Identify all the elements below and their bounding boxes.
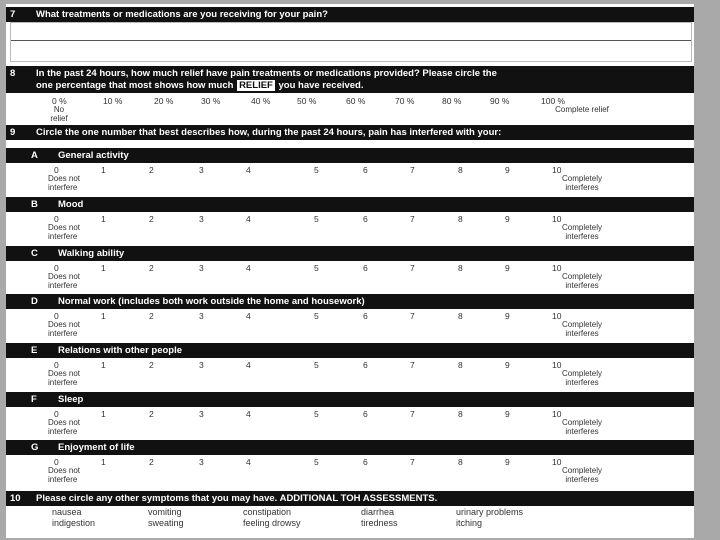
relief-option[interactable]: 90 % [490, 96, 510, 106]
scale-option[interactable]: 6 [363, 165, 368, 175]
item-letter: C [31, 248, 38, 259]
scale-option[interactable]: 4 [246, 457, 251, 467]
scale-option[interactable]: 2 [149, 214, 154, 224]
scale-option[interactable]: 3 [199, 457, 204, 467]
interference-item-header [6, 343, 694, 358]
symptom-option[interactable]: tiredness [361, 518, 398, 528]
does-not-interfere-anchor: Does not interfere [48, 272, 81, 290]
answer-line [11, 40, 691, 41]
question-9-number: 9 [10, 127, 16, 138]
scale-option[interactable]: 5 [314, 214, 319, 224]
item-label: Sleep [58, 394, 84, 405]
does-not-interfere-anchor: Does not interfere [48, 466, 81, 484]
scale-option[interactable]: 4 [246, 165, 251, 175]
relief-option[interactable]: 40 % [251, 96, 271, 106]
interference-scale-row [6, 409, 694, 441]
item-label: Walking ability [58, 248, 125, 259]
interference-item-header [6, 440, 694, 455]
question-7-header [6, 7, 694, 22]
scale-option[interactable]: 3 [199, 214, 204, 224]
symptom-option[interactable]: constipation [243, 507, 292, 517]
relief-option[interactable]: 20 % [154, 96, 174, 106]
question-10-text: Please circle any other symptoms that you may have. ADDITIONAL TOH ASSESSMENTS. [36, 493, 438, 504]
scale-option[interactable]: 7 [410, 360, 415, 370]
scale-option[interactable]: 0 [54, 409, 59, 419]
scale-option[interactable]: 9 [505, 457, 510, 467]
scale-option[interactable]: 9 [505, 165, 510, 175]
scale-option[interactable]: 9 [505, 311, 510, 321]
symptom-option[interactable]: vomiting [148, 507, 182, 517]
completely-interferes-anchor: Completely interferes [561, 418, 602, 436]
scale-option[interactable]: 8 [458, 165, 463, 175]
relief-percentage-row [6, 94, 694, 123]
interference-scale-row [6, 214, 694, 246]
relief-option[interactable]: 10 % [103, 96, 123, 106]
relief-option[interactable]: 30 % [201, 96, 221, 106]
symptom-option[interactable]: itching [456, 518, 483, 528]
scale-option[interactable]: 1 [101, 457, 106, 467]
scale-option[interactable]: 5 [314, 457, 319, 467]
scale-option[interactable]: 7 [410, 165, 415, 175]
scale-option[interactable]: 8 [458, 214, 463, 224]
scale-option[interactable]: 3 [199, 263, 204, 273]
scale-option[interactable]: 0 [54, 311, 59, 321]
item-letter: E [31, 345, 38, 356]
question-8-text-line2 [36, 80, 364, 92]
relief-highlight: RELIEF [239, 80, 273, 91]
scale-option[interactable]: 10 [552, 214, 562, 224]
treatments-answer-field[interactable] [10, 22, 692, 62]
scale-option[interactable]: 0 [54, 214, 59, 224]
scale-option[interactable]: 3 [199, 409, 204, 419]
does-not-interfere-anchor: Does not interfere [48, 320, 81, 338]
item-letter: A [31, 150, 38, 161]
scale-option[interactable]: 10 [552, 360, 562, 370]
question-7-text: What treatments or medications are you receiving for your pain? [36, 9, 328, 20]
question-9-header [6, 125, 694, 140]
scale-option[interactable]: 8 [458, 360, 463, 370]
symptom-option[interactable]: feeling drowsy [243, 518, 301, 528]
scale-option[interactable]: 2 [149, 457, 154, 467]
interference-item-header [6, 148, 694, 163]
scale-option[interactable]: 8 [458, 409, 463, 419]
interference-item-header [6, 246, 694, 261]
question-10-header [6, 491, 694, 506]
scale-option[interactable]: 0 [54, 165, 59, 175]
question-7-number: 7 [10, 9, 16, 20]
does-not-interfere-anchor: Does not interfere [48, 174, 81, 192]
scale-option[interactable]: 8 [458, 263, 463, 273]
question-8-text-after: you have received. [278, 80, 364, 91]
scale-option[interactable]: 9 [505, 409, 510, 419]
question-8-text-before: one percentage that most shows how much [36, 80, 234, 91]
interference-scale-row [6, 457, 694, 489]
scale-option[interactable]: 9 [505, 360, 510, 370]
relief-option[interactable]: 80 % [442, 96, 462, 106]
question-8-number: 8 [10, 68, 16, 79]
scale-option[interactable]: 3 [199, 311, 204, 321]
scale-option[interactable]: 4 [246, 409, 251, 419]
interference-scale-row [6, 263, 694, 295]
scale-option[interactable]: 0 [54, 360, 59, 370]
question-8-header [6, 66, 694, 93]
scale-option[interactable]: 2 [149, 165, 154, 175]
scale-option[interactable]: 10 [552, 409, 562, 419]
scale-option[interactable]: 5 [314, 165, 319, 175]
question-8-text-line1: In the past 24 hours, how much relief have pain treatments or medications provided? Please circle the [36, 68, 497, 79]
symptom-option[interactable]: indigestion [52, 518, 96, 528]
question-10-number: 10 [10, 493, 21, 504]
completely-interferes-anchor: Completely interferes [561, 272, 602, 290]
scale-option[interactable]: 6 [363, 263, 368, 273]
interference-scale-row [6, 311, 694, 343]
scale-option[interactable]: 8 [458, 457, 463, 467]
scale-option[interactable]: 2 [149, 360, 154, 370]
item-letter: D [31, 296, 38, 307]
scale-option[interactable]: 4 [246, 311, 251, 321]
interference-item-header [6, 392, 694, 407]
scale-option[interactable]: 6 [363, 409, 368, 419]
scale-option[interactable]: 7 [410, 409, 415, 419]
interference-scale-row [6, 360, 694, 392]
completely-interferes-anchor: Completely interferes [561, 223, 602, 241]
scale-option[interactable]: 4 [246, 263, 251, 273]
scale-option[interactable]: 2 [149, 263, 154, 273]
completely-interferes-anchor: Completely interferes [561, 174, 602, 192]
scale-option[interactable]: 9 [505, 214, 510, 224]
does-not-interfere-anchor: Does not interfere [48, 369, 81, 387]
item-letter: B [31, 199, 38, 210]
symptom-option[interactable]: sweating [148, 518, 184, 528]
does-not-interfere-anchor: Does not interfere [48, 418, 81, 436]
scale-option[interactable]: 5 [314, 409, 319, 419]
scale-option[interactable]: 5 [314, 360, 319, 370]
scale-option[interactable]: 1 [101, 263, 106, 273]
item-label: Relations with other people [58, 345, 183, 356]
scale-option[interactable]: 10 [552, 457, 562, 467]
scale-option[interactable]: 7 [410, 311, 415, 321]
scale-option[interactable]: 0 [54, 457, 59, 467]
symptom-option[interactable]: nausea [52, 507, 82, 517]
interference-scale-row [6, 165, 694, 197]
scale-option[interactable]: 6 [363, 214, 368, 224]
scale-option[interactable]: 3 [199, 165, 204, 175]
item-letter: G [31, 442, 39, 453]
does-not-interfere-anchor: Does not interfere [48, 223, 81, 241]
relief-option[interactable]: 70 % [395, 96, 415, 106]
item-letter: F [31, 394, 37, 405]
completely-interferes-anchor: Completely interferes [561, 466, 602, 484]
scale-option[interactable]: 5 [314, 311, 319, 321]
relief-option[interactable]: 0 % [52, 96, 67, 106]
scale-option[interactable]: 6 [363, 360, 368, 370]
relief-option[interactable]: 50 % [297, 96, 317, 106]
relief-option[interactable]: 100 % [541, 96, 566, 106]
no-relief-anchor: No relief [50, 105, 68, 123]
item-label: Normal work (includes both work outside the home and housework) [58, 296, 365, 307]
item-label: Mood [58, 199, 84, 210]
scale-option[interactable]: 6 [363, 311, 368, 321]
scale-option[interactable]: 4 [246, 214, 251, 224]
pain-inventory-page [6, 4, 694, 538]
scale-option[interactable]: 1 [101, 360, 106, 370]
scale-option[interactable]: 7 [410, 214, 415, 224]
scale-option[interactable]: 1 [101, 409, 106, 419]
scale-option[interactable]: 7 [410, 263, 415, 273]
scale-option[interactable]: 8 [458, 311, 463, 321]
symptom-option[interactable]: diarrhea [361, 507, 395, 517]
completely-interferes-anchor: Completely interferes [561, 320, 602, 338]
scale-option[interactable]: 10 [552, 165, 562, 175]
scale-option[interactable]: 3 [199, 360, 204, 370]
question-9-text: Circle the one number that best describes how, during the past 24 hours, pain has interfered with your: [36, 127, 502, 138]
item-label: Enjoyment of life [58, 442, 135, 453]
scale-option[interactable]: 1 [101, 214, 106, 224]
scale-option[interactable]: 1 [101, 165, 106, 175]
scale-option[interactable]: 6 [363, 457, 368, 467]
scale-option[interactable]: 10 [552, 311, 562, 321]
item-label: General activity [58, 150, 129, 161]
scale-option[interactable]: 2 [149, 311, 154, 321]
relief-option[interactable]: 60 % [346, 96, 366, 106]
complete-relief-anchor: Complete relief [555, 105, 609, 114]
scale-option[interactable]: 0 [54, 263, 59, 273]
interference-item-header [6, 197, 694, 212]
scale-option[interactable]: 10 [552, 263, 562, 273]
interference-item-header [6, 294, 694, 309]
scale-option[interactable]: 2 [149, 409, 154, 419]
scale-option[interactable]: 5 [314, 263, 319, 273]
completely-interferes-anchor: Completely interferes [561, 369, 602, 387]
symptom-option[interactable]: urinary problems [456, 507, 524, 517]
scale-option[interactable]: 7 [410, 457, 415, 467]
scale-option[interactable]: 4 [246, 360, 251, 370]
scale-option[interactable]: 9 [505, 263, 510, 273]
scale-option[interactable]: 1 [101, 311, 106, 321]
